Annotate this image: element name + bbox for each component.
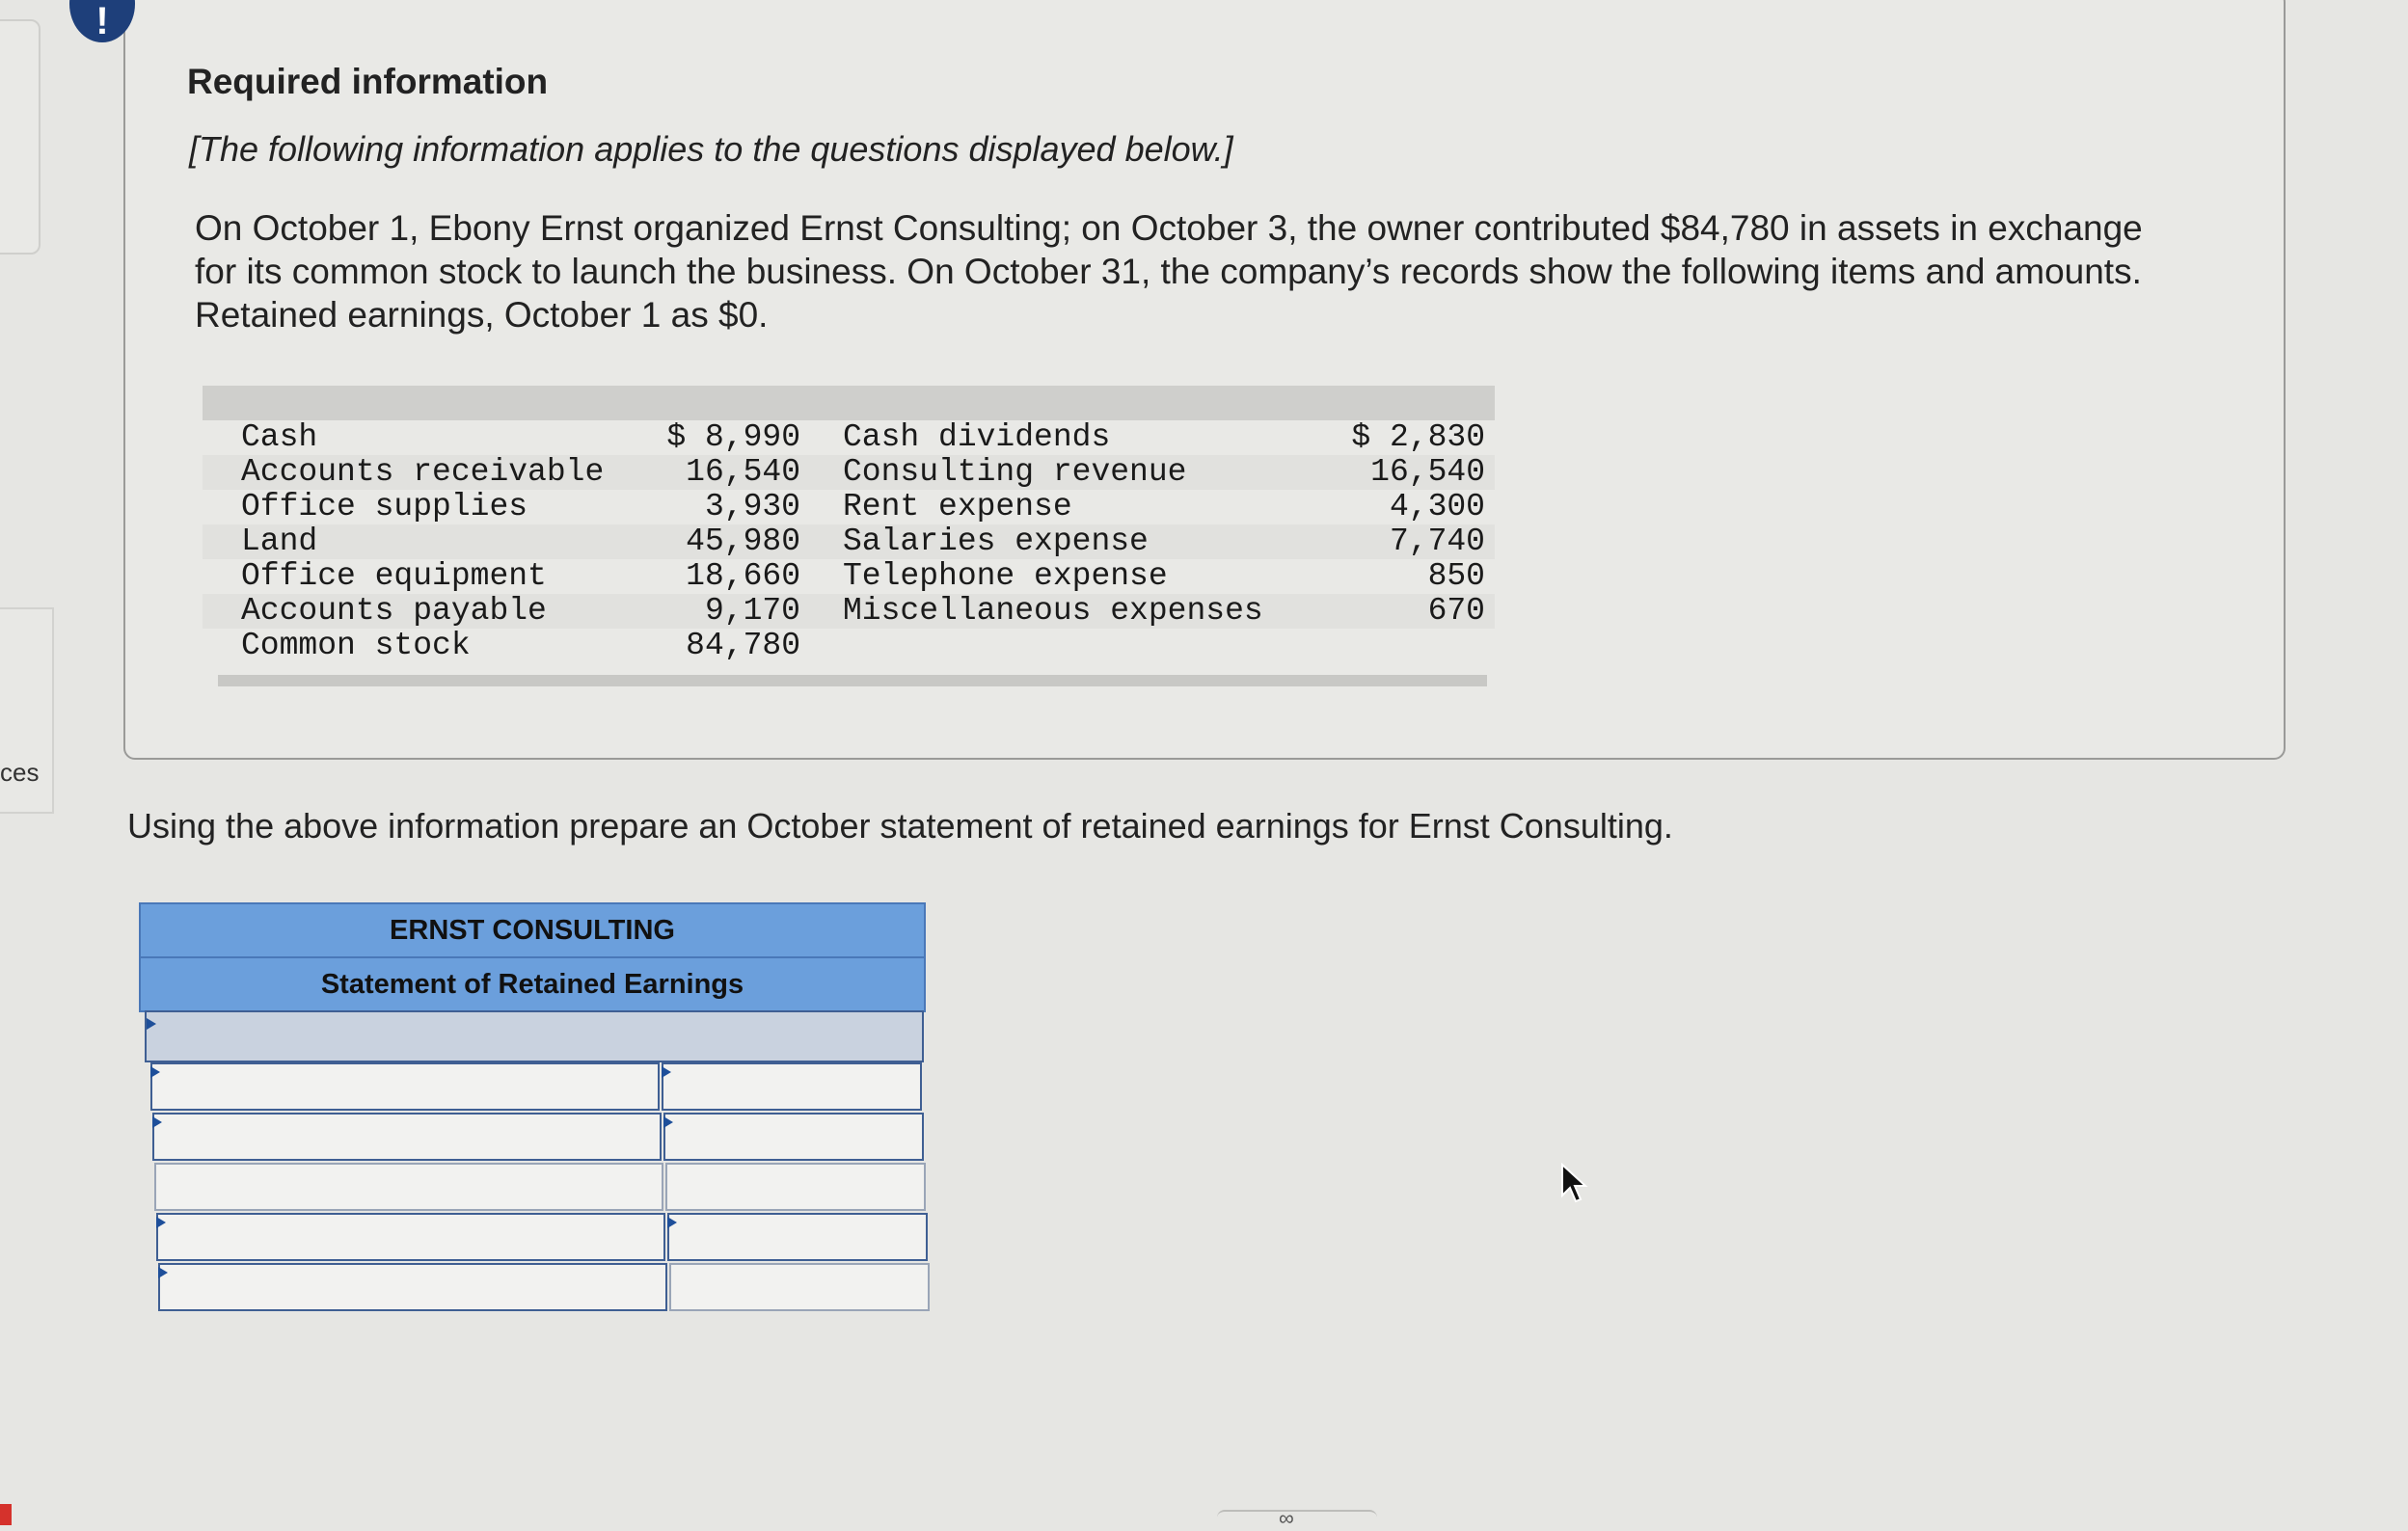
line-item-cell[interactable] (154, 1163, 663, 1211)
account-value: $ 8,990 (666, 419, 800, 455)
required-information-title: Required information (187, 62, 549, 101)
scenario-text: On October 1, Ebony Ernst organized Ernst Consulting; on October 3, the owner contributed $84,780 in assets in exchange for its common stock to launch the business. On October 31, the company’s records show the following items and amounts. Retained earnings, October 1 as $0. (195, 208, 2143, 335)
account-label: Office equipment (241, 558, 547, 594)
account-label: Salaries expense (843, 524, 1149, 559)
left-nav-label[interactable]: ces (0, 758, 40, 787)
account-label: Miscellaneous expenses (843, 593, 1263, 629)
dropdown-marker-icon (150, 1066, 160, 1078)
line-item-select[interactable] (150, 1062, 660, 1111)
account-value: 18,660 (686, 558, 800, 594)
form-company-header: ERNST CONSULTING (139, 902, 926, 958)
account-label: Accounts receivable (241, 454, 605, 490)
account-value: 3,930 (704, 489, 800, 524)
account-label: Common stock (241, 628, 471, 663)
account-label: Cash dividends (843, 419, 1111, 455)
amount-cell[interactable] (665, 1163, 926, 1211)
table-header-bar (203, 386, 1495, 420)
amount-input[interactable] (667, 1213, 928, 1261)
retained-earnings-form (139, 902, 926, 1327)
amount-input[interactable] (669, 1263, 930, 1311)
account-value: 45,980 (686, 524, 800, 559)
account-balances-table (203, 386, 1495, 692)
red-edge-marker (0, 1504, 12, 1525)
dropdown-marker-icon (663, 1116, 673, 1128)
table-footer-bar (218, 675, 1487, 686)
account-value: $ 2,830 (1351, 419, 1485, 455)
account-value: 4,300 (1389, 489, 1485, 524)
account-value: 850 (1427, 558, 1485, 594)
dropdown-marker-icon (152, 1116, 162, 1128)
account-value: 7,740 (1389, 524, 1485, 559)
account-label: Telephone expense (843, 558, 1168, 594)
bottom-toolbar-edge (1217, 1510, 1377, 1531)
amount-input[interactable] (663, 1113, 924, 1161)
left-account-values (636, 420, 800, 663)
required-information-subtitle: [The following information applies to the questions displayed below.] (189, 129, 1233, 169)
link-icon[interactable]: ∞ (1279, 1506, 1294, 1530)
account-label: Accounts payable (241, 593, 547, 629)
line-item-select[interactable] (158, 1263, 667, 1311)
account-label: Land (241, 524, 318, 559)
account-value: 16,540 (686, 454, 800, 490)
dropdown-marker-icon (156, 1217, 166, 1228)
mouse-cursor-icon (1560, 1163, 1589, 1205)
dropdown-marker-icon (158, 1267, 168, 1278)
form-statement-header: Statement of Retained Earnings (139, 956, 926, 1012)
account-value: 670 (1427, 593, 1485, 629)
left-account-labels (241, 420, 604, 663)
right-account-labels (843, 420, 1263, 629)
question-prompt: Using the above information prepare an October statement of retained earnings for Ernst Consulting. (127, 806, 1673, 846)
line-item-select[interactable] (152, 1113, 662, 1161)
account-value: 16,540 (1370, 454, 1485, 490)
account-label: Consulting revenue (843, 454, 1187, 490)
alert-icon: ! (69, 0, 135, 42)
right-account-values (1340, 420, 1485, 629)
account-value: 84,780 (686, 628, 800, 663)
account-value: 9,170 (704, 593, 800, 629)
amount-input[interactable] (662, 1062, 922, 1111)
account-label: Rent expense (843, 489, 1072, 524)
dropdown-marker-icon (662, 1066, 671, 1078)
dropdown-marker-icon (147, 1018, 156, 1030)
account-label: Office supplies (241, 489, 528, 524)
line-item-select[interactable] (156, 1213, 665, 1261)
left-panel-tab[interactable] (0, 19, 41, 255)
account-label: Cash (241, 419, 318, 455)
dropdown-marker-icon (667, 1217, 677, 1228)
date-input-row[interactable] (145, 1010, 924, 1062)
